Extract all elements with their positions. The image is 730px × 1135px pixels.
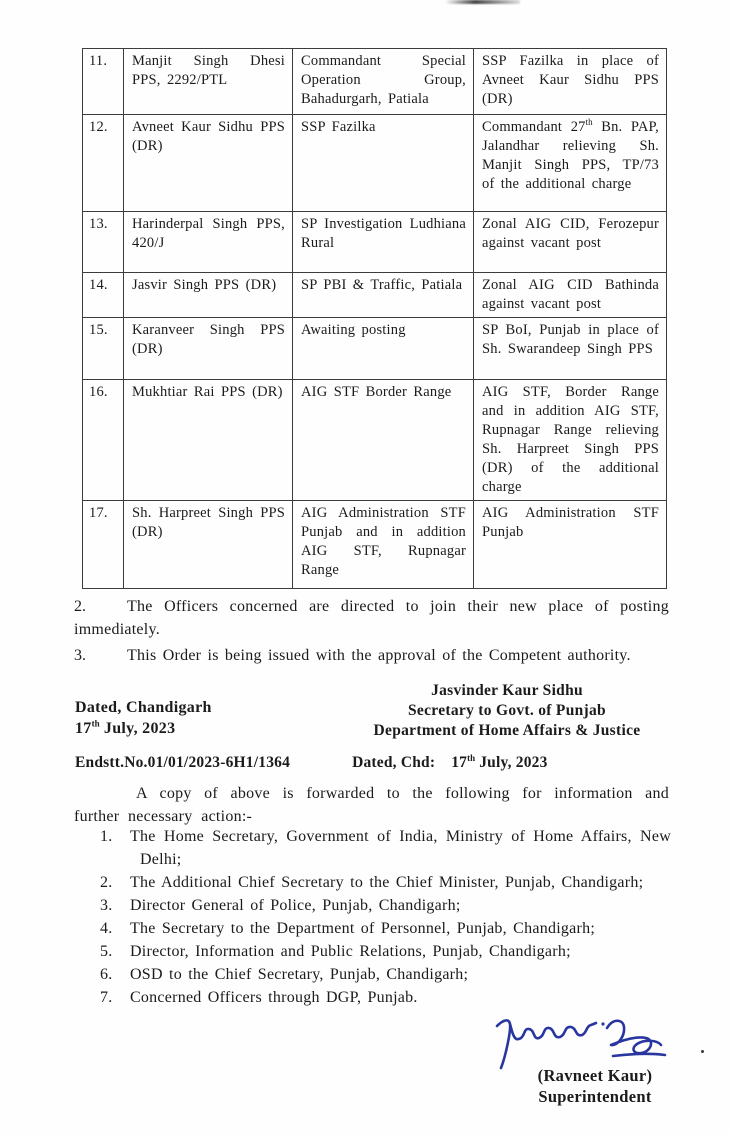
cc-item-text: Concerned Officers through DGP, Punjab.	[130, 988, 418, 1006]
cc-item	[75, 941, 671, 964]
signatory-name: Jasvinder Kaur Sidhu	[431, 682, 583, 699]
cc-item	[75, 872, 671, 895]
table-row	[83, 212, 667, 273]
postings-table	[82, 48, 667, 589]
ordinal-superscript: th	[585, 117, 593, 128]
new-posting-cell: SSP Fazilka in place of Avneet Kaur Sidhu PPS (DR)	[474, 49, 667, 115]
forwarding-para: A copy of above is forwarded to the following for information and further necessary action:-	[74, 785, 669, 825]
cc-item-number: 6.	[100, 965, 113, 983]
cc-item	[75, 987, 671, 1010]
new-posting-cell	[474, 115, 667, 212]
ordinal-superscript: th	[91, 718, 100, 729]
cc-item	[75, 964, 671, 987]
officer-name-cell: Sh. Harpreet Singh PPS (DR)	[124, 501, 293, 589]
dateline-place: Dated, Chandigarh	[75, 699, 212, 716]
ordinal-superscript: th	[467, 752, 476, 763]
dateline-date: 17th July, 2023	[75, 718, 176, 737]
present-posting-cell: SSP Fazilka	[293, 115, 474, 212]
cc-item-text: Director, Information and Public Relations, Punjab, Chandigarh;	[130, 942, 571, 960]
signature-block	[482, 1012, 708, 1107]
serial-cell: 13.	[83, 212, 124, 273]
present-posting-cell: SP Investigation Ludhiana Rural	[293, 212, 474, 273]
dateline-block	[75, 697, 212, 739]
cc-item-number: 4.	[100, 919, 113, 937]
cc-item-text: Director General of Police, Punjab, Chandigarh;	[130, 896, 461, 914]
serial-cell: 16.	[83, 380, 124, 501]
para-approval	[74, 645, 669, 668]
scan-smudge-artifact	[445, 0, 520, 4]
present-posting-cell: SP PBI & Traffic, Patiala	[293, 273, 474, 318]
present-posting-cell: AIG STF Border Range	[293, 380, 474, 501]
signer-name: (Ravneet Kaur)	[537, 1066, 653, 1085]
new-posting-cell: Zonal AIG CID Bathinda against vacant post	[474, 273, 667, 318]
table-row	[83, 115, 667, 212]
cc-item-number: 2.	[100, 873, 113, 891]
new-posting-text: Bn. PAP, Jalandhar relieving Sh. Manjit Singh PPS, TP/73 of the additional charge	[482, 119, 659, 192]
table-row	[83, 501, 667, 589]
signer-title: Superintendent	[538, 1086, 652, 1106]
new-posting-cell: Zonal AIG CID, Ferozepur against vacant post	[474, 212, 667, 273]
handwritten-signature	[483, 1012, 707, 1070]
serial-cell: 11.	[83, 49, 124, 115]
present-posting-cell: Commandant Special Operation Group, Bahadurgarh, Patiala	[293, 49, 474, 115]
serial-cell: 17.	[83, 501, 124, 589]
cc-list	[75, 826, 671, 1010]
signatory-block	[336, 681, 678, 741]
stray-ink-dot	[701, 1050, 704, 1053]
new-posting-cell: AIG Administration STF Punjab	[474, 501, 667, 589]
officer-name-cell: Mukhtiar Rai PPS (DR)	[124, 380, 293, 501]
present-posting-cell: Awaiting posting	[293, 318, 474, 380]
cc-item	[75, 918, 671, 941]
serial-cell: 14.	[83, 273, 124, 318]
endorsement-dated-label: Dated, Chd:	[352, 754, 436, 771]
serial-cell: 12.	[83, 115, 124, 212]
cc-item-text: OSD to the Chief Secretary, Punjab, Chandigarh;	[130, 965, 469, 983]
para-number: 2.	[74, 598, 86, 615]
endorsement-date: 17th July, 2023	[451, 752, 548, 771]
signatory-department: Department of Home Affairs & Justice	[373, 722, 641, 739]
endorsement-number: Endstt.No.01/01/2023-6H1/1364	[75, 754, 291, 771]
para-number: 3.	[74, 647, 86, 664]
new-posting-cell: AIG STF, Border Range and in addition AIG STF, Rupnagar Range relieving Sh. Harpreet Singh PPS (DR) of the additional charge	[474, 380, 667, 501]
cc-item-number: 7.	[100, 988, 113, 1006]
officer-name-cell: Harinderpal Singh PPS, 420/J	[124, 212, 293, 273]
present-posting-cell: AIG Administration STF Punjab and in addition AIG STF, Rupnagar Range	[293, 501, 474, 589]
para-text: This Order is being issued with the approval of the Competent authority.	[127, 647, 631, 664]
signatory-title: Secretary to Govt. of Punjab	[408, 702, 606, 719]
para-text: The Officers concerned are directed to join their new place of posting immediately.	[74, 598, 669, 638]
new-posting-cell: SP BoI, Punjab in place of Sh. Swarandeep Singh PPS	[474, 318, 667, 380]
table-row	[83, 273, 667, 318]
officer-name-cell: Jasvir Singh PPS (DR)	[124, 273, 293, 318]
cc-item-text: The Secretary to the Department of Personnel, Punjab, Chandigarh;	[130, 919, 596, 937]
serial-cell: 15.	[83, 318, 124, 380]
cc-item-number: 5.	[100, 942, 113, 960]
cc-item-text: The Home Secretary, Government of India, Ministry of Home Affairs, New Delhi;	[130, 828, 671, 868]
cc-item-text: The Additional Chief Secretary to the Chief Minister, Punjab, Chandigarh;	[130, 873, 644, 891]
table-row	[83, 49, 667, 115]
cc-item	[75, 826, 671, 871]
new-posting-text: Commandant 27	[482, 119, 586, 135]
cc-item-number: 1.	[100, 828, 113, 845]
cc-item	[75, 895, 671, 918]
officer-name-cell: Karanveer Singh PPS (DR)	[124, 318, 293, 380]
officer-name-cell: Avneet Kaur Sidhu PPS (DR)	[124, 115, 293, 212]
endorsement-line	[75, 754, 670, 772]
para-joining-directive	[74, 596, 669, 641]
table-row	[83, 380, 667, 501]
table-row	[83, 318, 667, 380]
cc-item-number: 3.	[100, 896, 113, 914]
officer-name-cell: Manjit Singh Dhesi PPS, 2292/PTL	[124, 49, 293, 115]
